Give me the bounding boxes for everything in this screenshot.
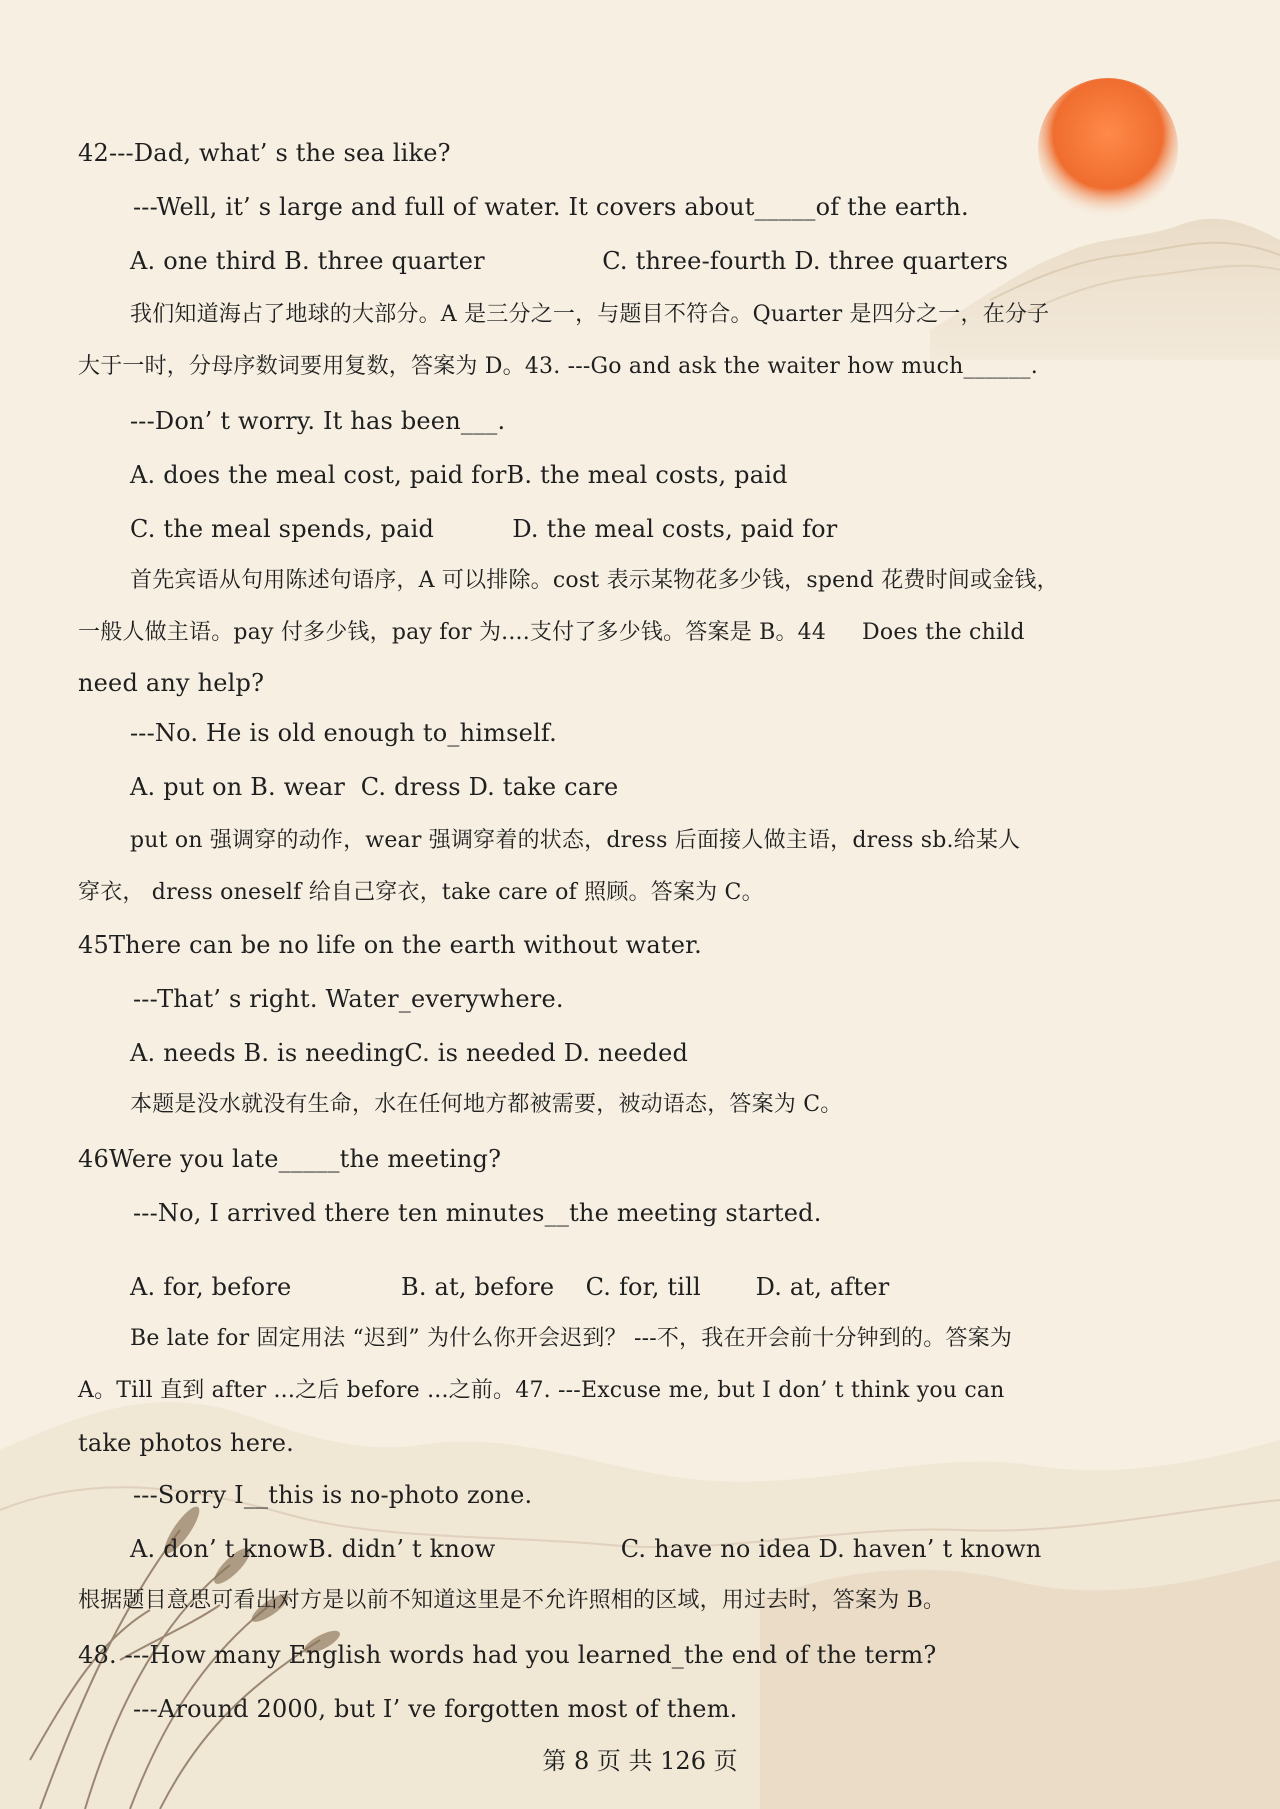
question-47-line: A。Till 直到 after ...之后 before ...之前。47. ---Excuse me, but I don’ t think you can [78,1378,1005,1403]
question-48-dialogue-line: ---Around 2000, but I’ ve forgotten most of them. [133,1695,738,1723]
question-43-options-cd: C. the meal spends, paid D. the meal costs, paid for [130,515,838,543]
question-43-line: 大于一时，分母序数词要用复数，答案为 D。43. ---Go and ask the waiter how much______. [78,354,1038,379]
question-47-dialogue-line: ---Sorry I__this is no-photo zone. [133,1481,533,1509]
page-footer: 第 8 页 共 126 页 [542,1747,738,1775]
question-43-explanation-1: 首先宾语从句用陈述句语序，A 可以排除。cost 表示某物花多少钱，spend 花费时间或金钱， [130,568,1059,593]
question-46-explanation-1: Be late for 固定用法 “迟到” 为什么你开会迟到？ ---不，我在开会前十分钟到的。答案为 [130,1326,1013,1351]
question-42-line: 42---Dad, what’ s the sea like? [78,139,451,167]
question-46-options: A. for, before B. at, before C. for, till D. at, after [130,1273,890,1301]
question-44-options: A. put on B. wear C. dress D. take care [130,773,619,801]
question-45-dialogue-line: ---That’ s right. Water_everywhere. [133,985,564,1013]
question-42-dialogue-line: ---Well, it’ s large and full of water. It covers about_____of the earth. [133,193,969,221]
question-47-explanation: 根据题目意思可看出对方是以前不知道这里是不允许照相的区域，用过去时，答案为 B。 [78,1588,946,1613]
question-42-explanation-1: 我们知道海占了地球的大部分。A 是三分之一，与题目不符合。Quarter 是四分之一，在分子 [130,302,1050,327]
question-45-explanation: 本题是没水就没有生命，水在任何地方都被需要，被动语态，答案为 C。 [130,1092,843,1117]
question-44-line-cont: need any help? [78,669,265,697]
question-45-line: 45There can be no life on the earth without water. [78,931,702,959]
question-43-options-ab: A. does the meal cost, paid forB. the meal costs, paid [130,461,788,489]
question-44-dialogue-line: ---No. He is old enough to_himself. [130,719,557,747]
question-45-options: A. needs B. is needingC. is needed D. needed [130,1039,689,1067]
question-47-options: A. don’ t knowB. didn’ t know C. have no idea D. haven’ t known [130,1535,1042,1563]
question-44-explanation-2: 穿衣， dress oneself 给自己穿衣，take care of 照顾。答案为 C。 [78,880,764,905]
question-44-line: 一般人做主语。pay 付多少钱，pay for 为....支付了多少钱。答案是 B。44 Does the child [78,620,1025,645]
question-43-dialogue-line: ---Don’ t worry. It has been___. [130,407,506,435]
question-44-explanation-1: put on 强调穿的动作，wear 强调穿着的状态，dress 后面接人做主语，dress sb.给某人 [130,828,1021,853]
question-46-dialogue-line: ---No, I arrived there ten minutes__the meeting started. [133,1199,822,1227]
question-42-options: A. one third B. three quarter C. three-fourth D. three quarters [130,247,1009,275]
question-46-line: 46Were you late_____the meeting? [78,1145,502,1173]
question-48-line: 48. ---How many English words had you learned_the end of the term? [78,1641,937,1669]
question-47-line-cont: take photos here. [78,1429,295,1457]
